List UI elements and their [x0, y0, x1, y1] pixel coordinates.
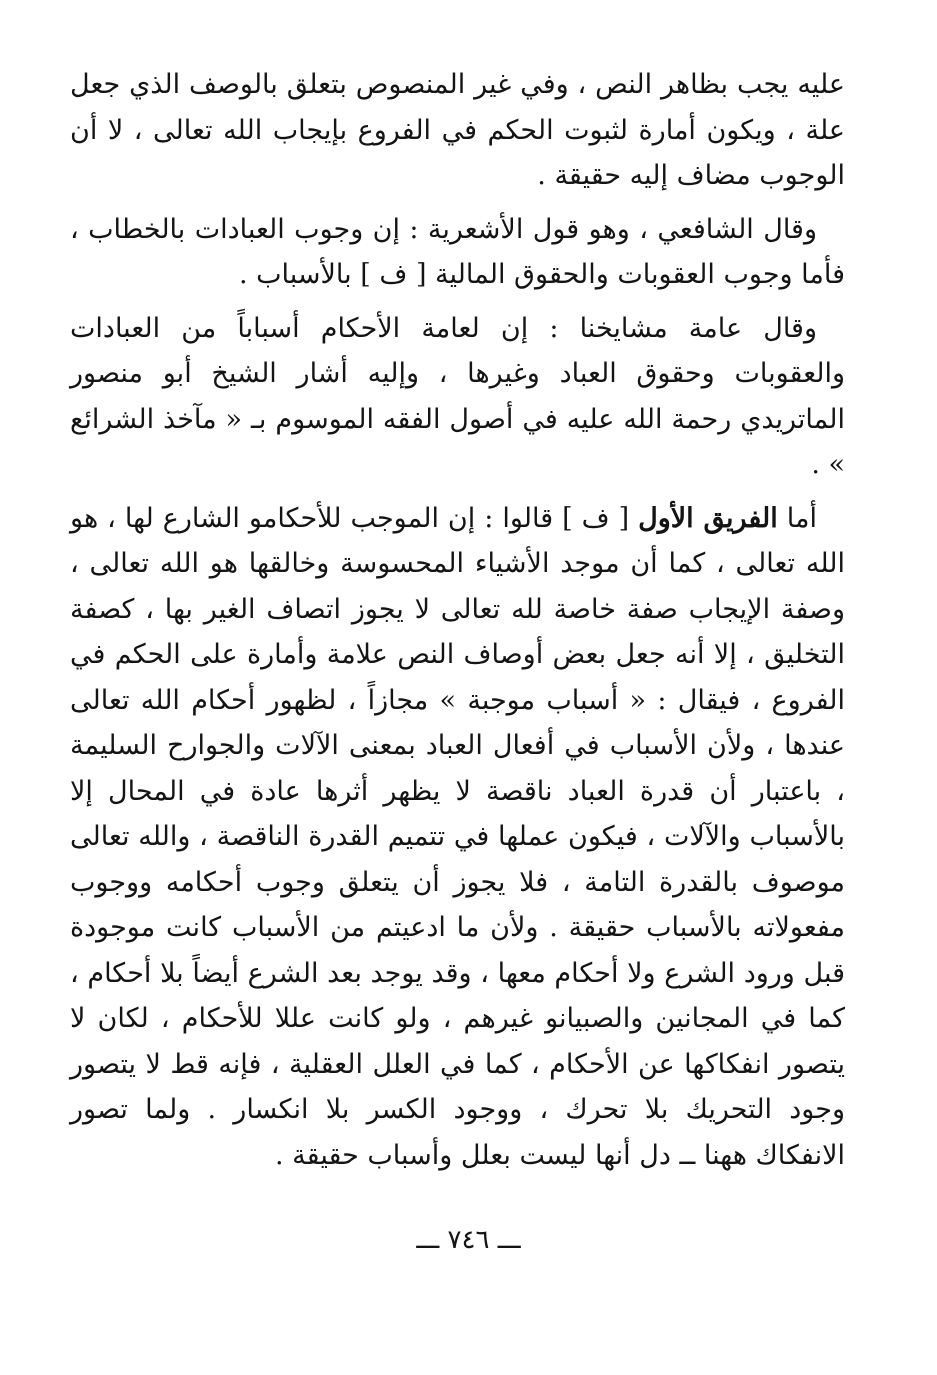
- paragraph-1: عليه يجب بظاهر النص ، وفي غير المنصوص بتعلق بالوصف الذي جعل علة ، ويكون أمارة لثبوت الحكم في الفروع بإيجاب الله تعالى ، لا أن الوجوب مضاف إليه حقيقة .: [70, 69, 845, 191]
- paragraph-4: [70, 496, 845, 1179]
- paragraph-3: وقال عامة مشايخنا : إن لعامة الأحكام أسباباً من العبادات والعقوبات وحقوق العباد وغيرها ، وإليه أشار الشيخ أبو منصور الماتريدي رحمة الله عليه في أصول الفقه الموسوم بـ « مآخذ الشرائع » .: [70, 312, 845, 480]
- page-number: ـــ ٧٤٦ ـــ: [416, 1225, 521, 1255]
- section-heading-first-group: الفريق الأول: [638, 502, 778, 534]
- paragraph-4-text: [ ف ] قالوا : إن الموجب للأحكامو الشارع لها ، هو الله تعالى ، كما أن موجد الأشياء المحسوسة وخالقها هو الله تعالى ، وصفة الإيجاب صفة خاصة لله تعالى لا يجوز اتصاف الغير بها ، كصفة التخليق ، إلا أنه جعل بعض أوصاف النص علامة وأمارة على الحكم في الفروع ، فيقال : « أسباب موجبة » مجازاً ، لظهور أحكام الله تعالى عندها ، ولأن الأسباب في أفعال العباد بمعنى الآلات والجوارح السليمة ، باعتبار أن قدرة العباد ناقصة لا يظهر أثرها عادة في المحال إلا بالأسباب والآلات ، فيكون عملها في تتميم القدرة الناقصة ، والله تعالى موصوف بالقدرة التامة ، فلا يجوز أن يتعلق وجوب أحكامه ووجوب مفعولاته بالأسباب حقيقة . ولأن ما ادعيتم من الأسباب كانت موجودة قبل ورود الشرع ولا أحكام معها ، وقد يوجد بعد الشرع أيضاً بلا أحكام ، كما في المجانين والصبيانو غيرهم ، ولو كانت عللا للأحكام ، لكان لا يتصور انفكاكها عن الأحكام ، كما في العلل العقلية ، فإنه قط لا يتصور وجود التحريك بلا تحرك ، ووجود الكسر بلا انكسار . ولما تصور الانفكاك ههنا ــ دل أنها ليست بعلل وأسباب حقيقة .: [70, 502, 845, 1171]
- paragraph-2: وقال الشافعي ، وهو قول الأشعرية : إن وجوب العبادات بالخطاب ، فأما وجوب العقوبات والحقوق المالية [ ف ] بالأسباب .: [70, 213, 845, 290]
- page-text-body: [70, 62, 845, 1186]
- paragraph-4-lead: أما: [786, 502, 817, 534]
